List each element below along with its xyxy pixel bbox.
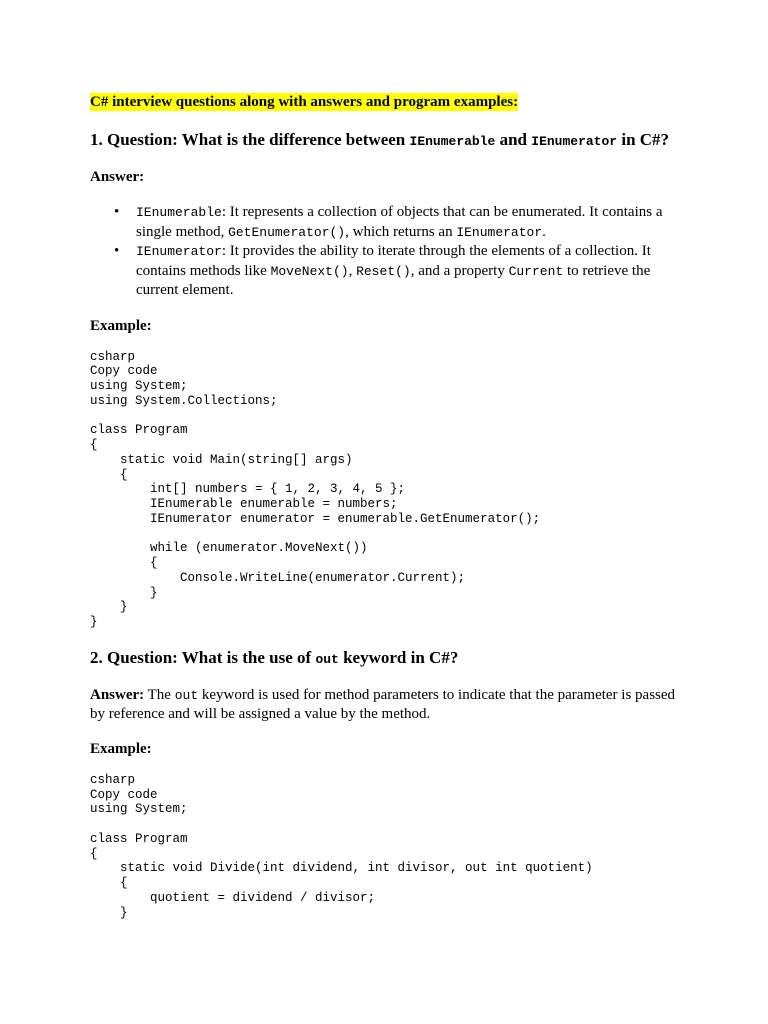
q1-answer-label: Answer: [90, 169, 145, 185]
bullet-text: , which returns an [345, 223, 457, 240]
q2-title-code-out: out [315, 651, 339, 667]
q1-bullet-ienumerable [114, 203, 690, 242]
bullet-text: : It provides the ability to iterate through the elements of a collection. It contains methods like [136, 243, 651, 279]
question-2-title [90, 647, 690, 671]
q1-answer-list [90, 203, 690, 300]
bullet-dot: • [114, 243, 120, 259]
q2-code-block: csharp Copy code using System; class Program { static void Divide(int dividend, int divisor, out int quotient) { quotient = dividend / divisor; } [90, 772, 593, 920]
q2-answer-label: Answer: [90, 686, 145, 703]
bullet-code: GetEnumerator() [228, 224, 346, 240]
question-1-title [90, 129, 690, 153]
q1-title-code-ienumerator: IEnumerator [531, 134, 618, 149]
bullet-code: Reset() [356, 263, 411, 279]
q2-title-text: 2. Question: What is the use of [90, 647, 316, 667]
highlighted-banner: C# interview questions along with answers and program examples: [90, 94, 519, 110]
bullet-code: IEnumerable [136, 205, 222, 220]
bullet-text: , [348, 262, 357, 279]
bullet-code: IEnumerator [456, 224, 543, 240]
q2-title-text-end: keyword in C#? [338, 647, 459, 667]
q2-answer-paragraph [90, 686, 690, 723]
document-page [90, 92, 690, 920]
q1-title-text-end: in C#? [617, 130, 670, 149]
q2-example-label: Example: [90, 740, 152, 757]
q1-code-block: csharp Copy code using System; using System.Collections; class Program { static void Main(string[] args) { int[] numbers = { 1, 2, 3, 4, 5 }; IEnumerable enumerable = numbers; IEnumerator enumerator = enumerable.GetEnumerator(); while (enumerator.MoveNext()) { Console.WriteLine(enumerator.Current); } } } [90, 349, 541, 629]
q1-example-label: Example: [90, 317, 152, 334]
bullet-text: , and a property [410, 262, 509, 279]
q1-title-code-ienumerable: IEnumerable [409, 134, 496, 149]
q2-answer-text: keyword is used for method parameters to indicate that the parameter is passed by reference and will be assigned a value by the method. [90, 686, 676, 722]
q1-title-text: 1. Question: What is the difference between [90, 130, 410, 149]
banner-line [90, 92, 690, 112]
q2-answer-code: out [174, 687, 199, 703]
bullet-code: Current [508, 263, 564, 279]
bullet-text: to retrieve the current element. [136, 262, 651, 298]
bullet-code: IEnumerator [136, 244, 222, 259]
q1-title-text-mid: and [495, 130, 532, 149]
bullet-code: MoveNext() [270, 263, 349, 279]
q1-bullet-ienumerator [114, 242, 690, 300]
q2-answer-text: The [144, 686, 175, 703]
bullet-text: : It represents a collection of objects that can be enumerated. It contains a single method, [136, 204, 663, 240]
bullet-dot: • [114, 204, 120, 220]
bullet-text: . [542, 223, 546, 240]
